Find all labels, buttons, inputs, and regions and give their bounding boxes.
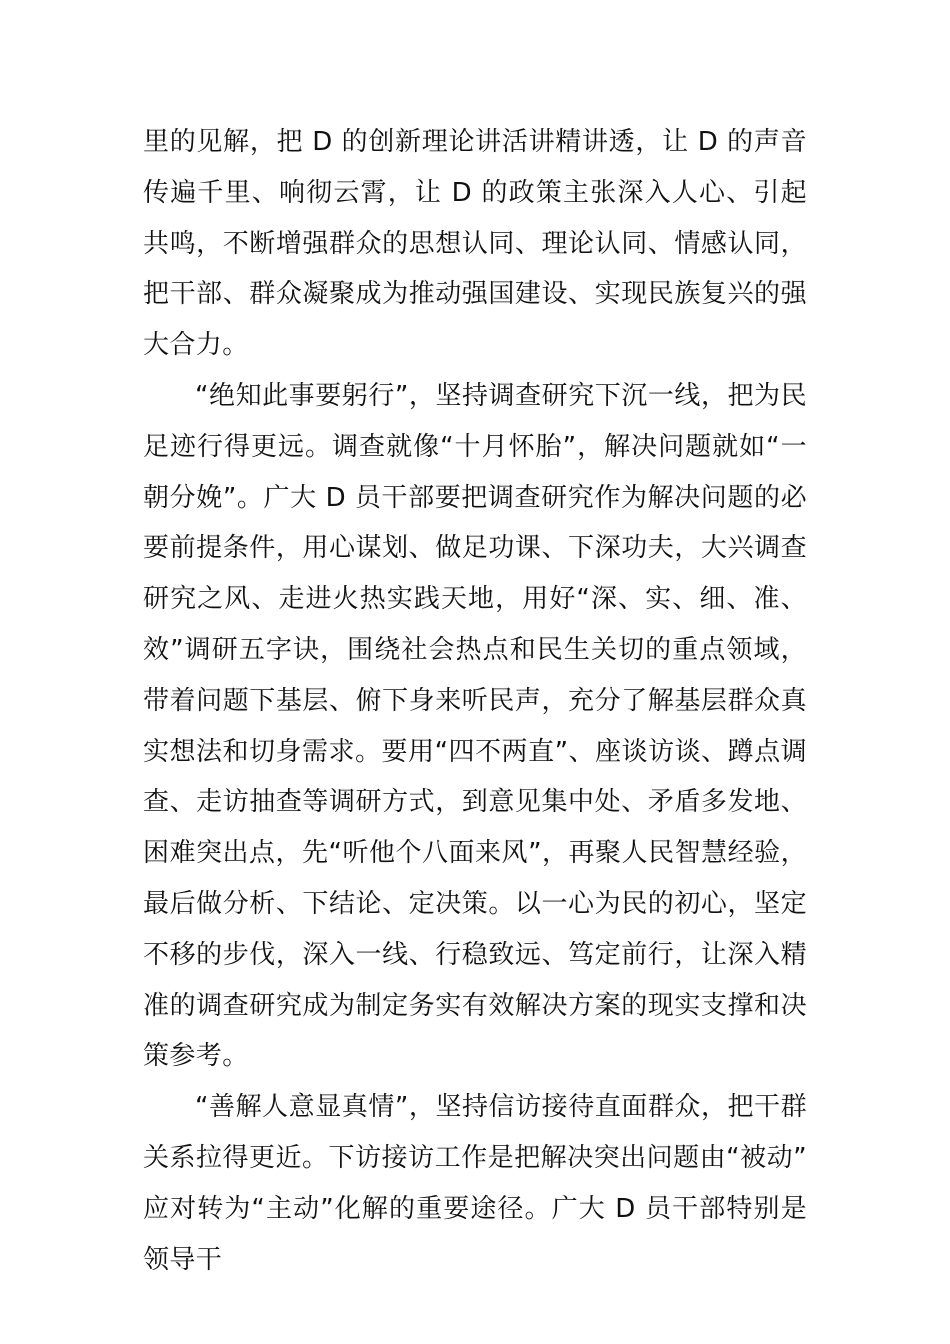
paragraph-investigation: “绝知此事要躬行”，坚持调查研究下沉一线，把为民足迹行得更远。调查就像“十月怀胎”，解决问题就如“一朝分娩”。广大 D 员干部要把调查研究作为解决问题的必要前提条件，用心谋划、做足功课、下深功夫，大兴调查研究之风、走进火热实践天地，用好“深、实、细、准、效”调研五字诀，围绕社会热点和民生关切的重点领域，带着问题下基层、俯下身来听民声，充分了解基层群众真实想法和切身需求。要用“四不两直”、座谈访谈、蹲点调查、走访抽查等调研方式，到意见集中处、矛盾多发地、困难突出点，先“听他个八面来风”，再聚人民智慧经验，最后做分析、下结论、定决策。以一心为民的初心，坚定不移的步伐，深入一线、行稳致远、笃定前行，让深入精准的调查研究成为制定务实有效解决方案的现实支撑和决策参考。	[143, 380, 807, 1072]
paragraph-continued: 里的见解，把 D 的创新理论讲活讲精讲透，让 D 的声音传遍千里、响彻云霄，让 D 的政策主张深入人心、引起共鸣，不断增强群众的思想认同、理论认同、情感认同，把干部、群众凝聚成为推动强国建设、实现民族复兴的强大合力。	[143, 127, 807, 361]
paragraph-petition: “善解人意显真情”，坚持信访接待直面群众，把干群关系拉得更近。下访接访工作是把解决突出问题由“被动”应对转为“主动”化解的重要途径。广大 D 员干部特别是领导干	[143, 1092, 807, 1275]
document-body	[143, 117, 807, 1285]
